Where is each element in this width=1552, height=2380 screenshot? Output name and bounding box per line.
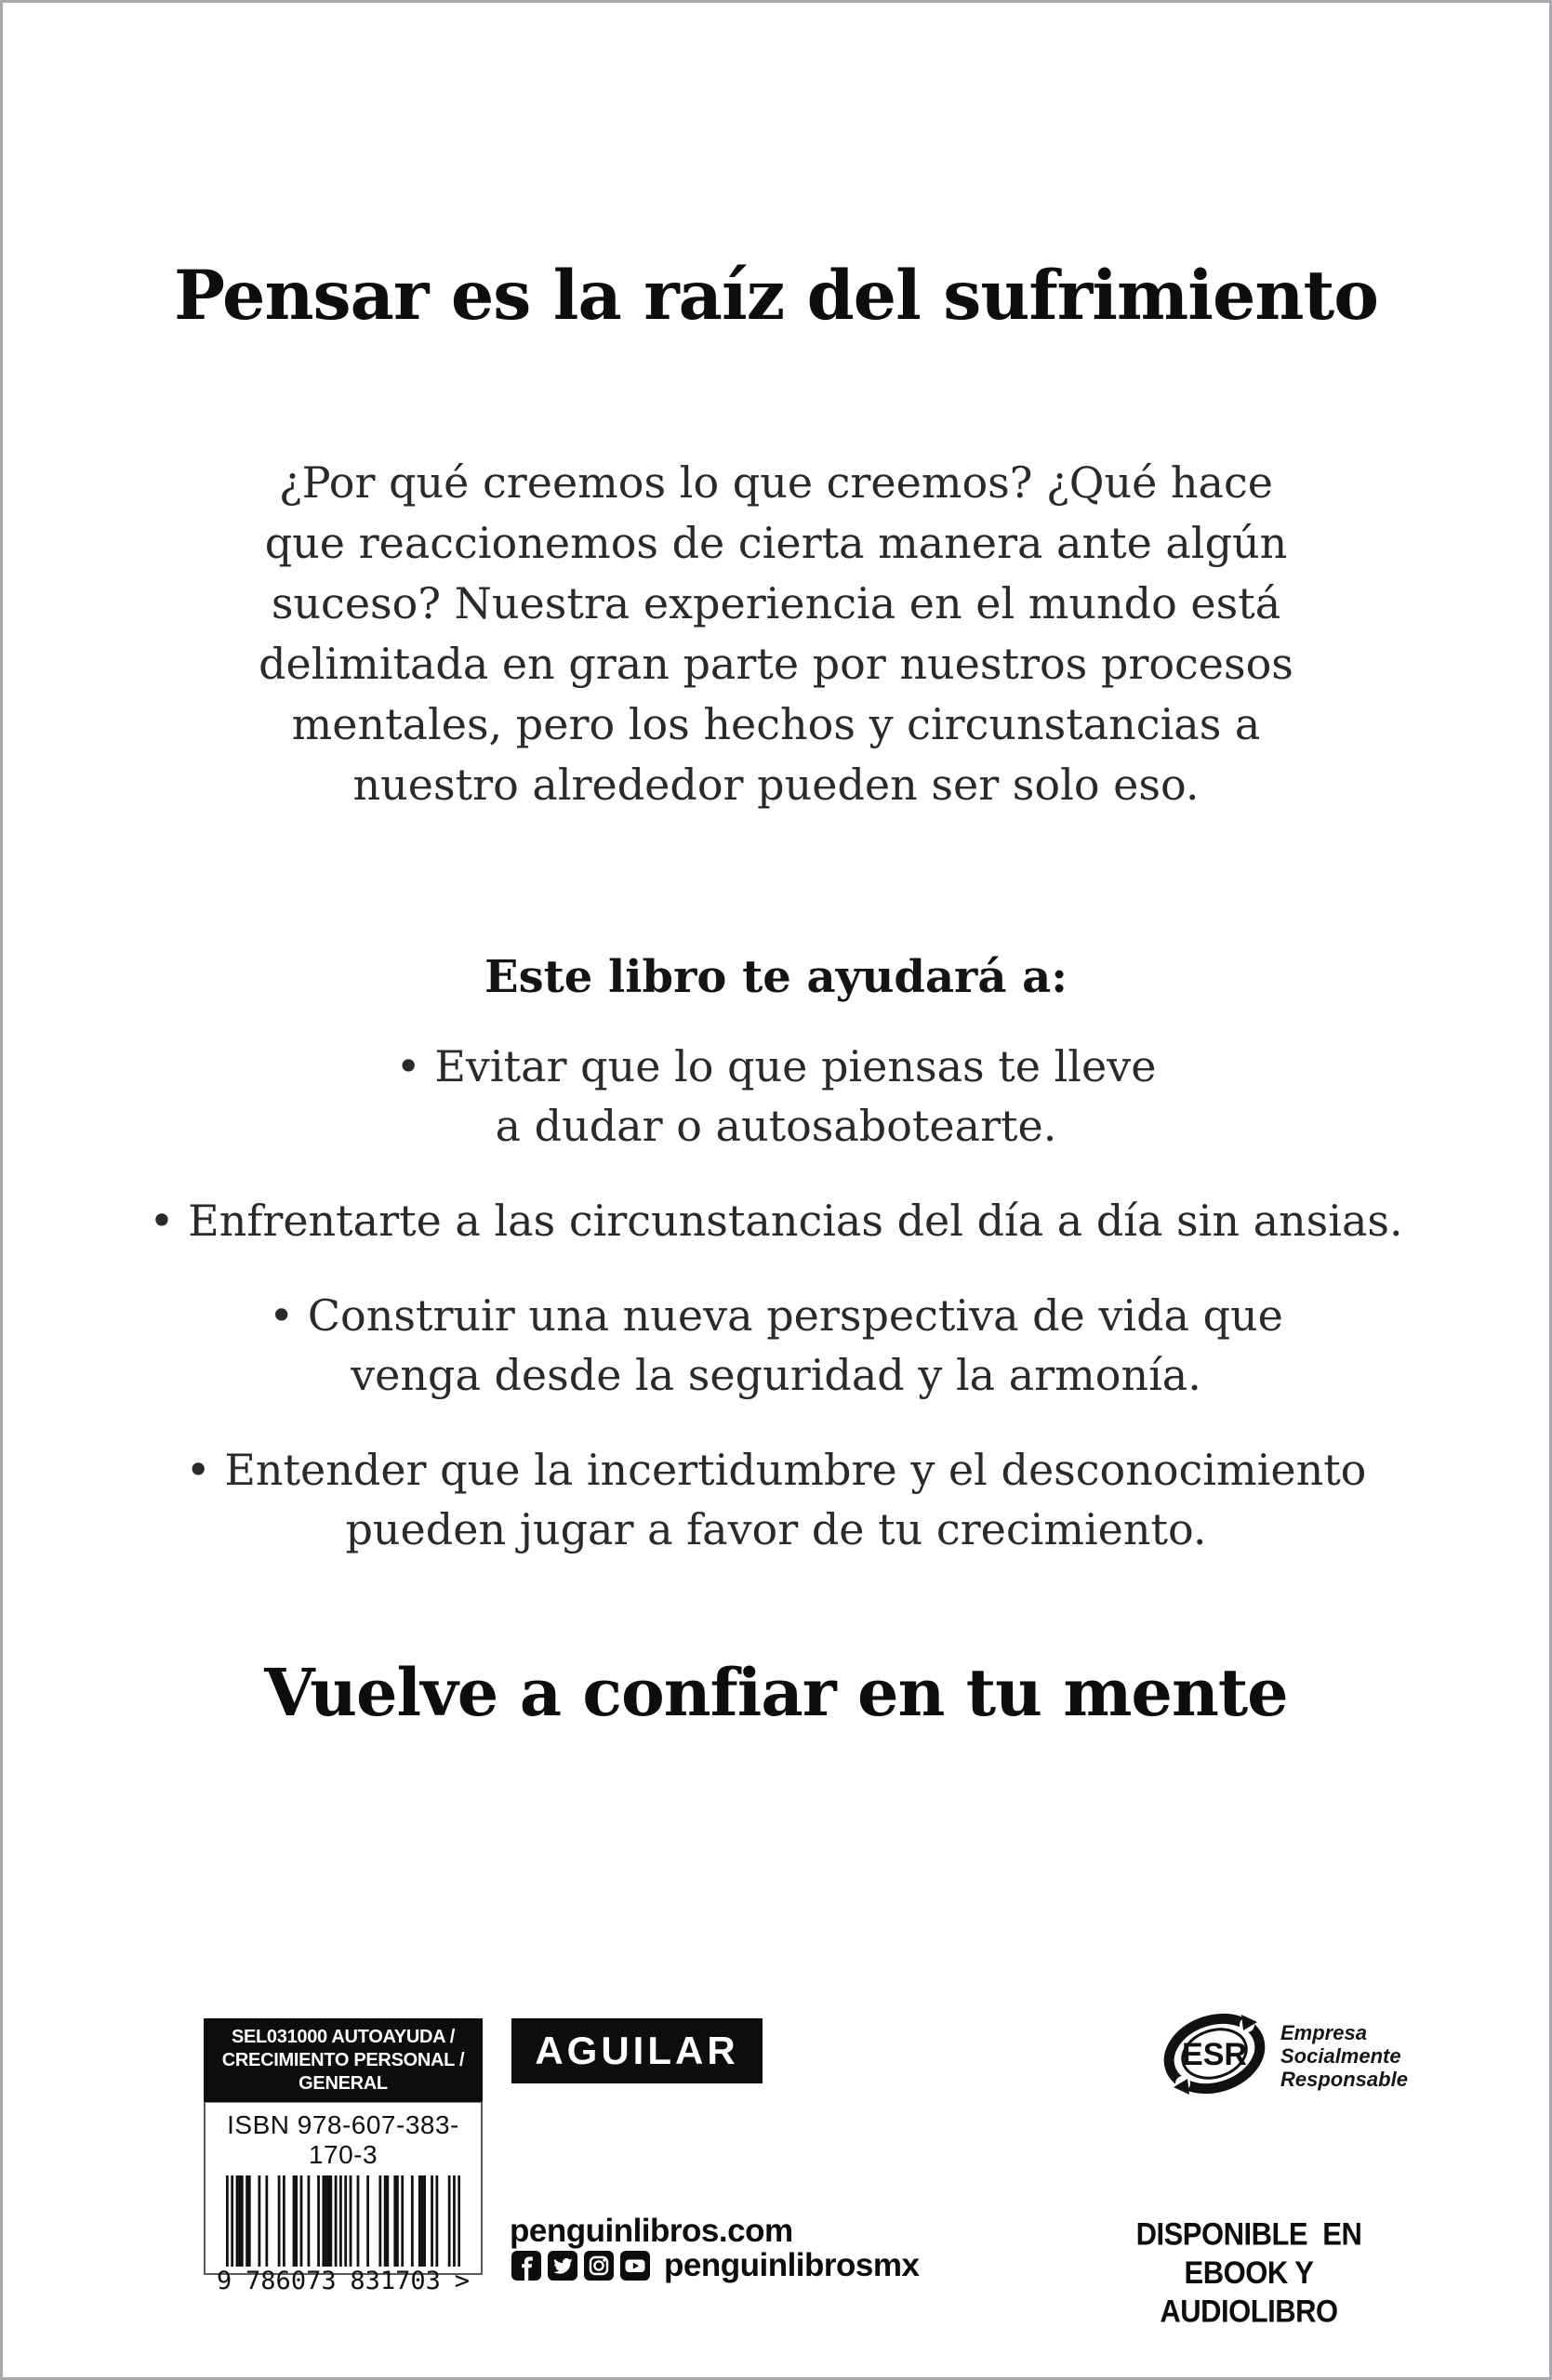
esr-acronym: ESR bbox=[1182, 2037, 1247, 2072]
facebook-icon bbox=[511, 2251, 541, 2281]
intro-line: delimitada en gran parte por nuestros procesos bbox=[259, 639, 1293, 689]
barcode-digit-lead: 9 bbox=[217, 2267, 232, 2295]
social-handle: penguinlibrosmx bbox=[664, 2247, 920, 2283]
isbn-block bbox=[204, 2018, 483, 2295]
intro-line: mentales, pero los hechos y circunstancias a bbox=[291, 699, 1261, 749]
list-item-line: • Entender que la incertidumbre y el desconocimiento bbox=[185, 1445, 1367, 1495]
isbn-label: ISBN 978-607-383-170-3 bbox=[227, 2110, 459, 2169]
intro-line: que reaccionemos de cierta manera ante algún bbox=[264, 518, 1288, 568]
list-item bbox=[3, 1440, 1549, 1559]
social-row bbox=[511, 2247, 919, 2284]
book-title: Vuelve a confiar en tu mente bbox=[264, 1654, 1288, 1731]
list-item-line: venga desde la seguridad y la armonía. bbox=[351, 1350, 1201, 1400]
esr-caption-line: Responsable bbox=[1280, 2067, 1408, 2091]
twitter-icon bbox=[548, 2251, 577, 2281]
esr-badge bbox=[1163, 2009, 1408, 2102]
esr-logo-icon bbox=[1163, 2009, 1273, 2102]
imprint-logo-aguilar: AGUILAR bbox=[511, 2018, 763, 2083]
intro-paragraph bbox=[3, 453, 1549, 815]
category-box bbox=[204, 2018, 483, 2102]
youtube-icon bbox=[620, 2251, 650, 2281]
barcode-digit-group: 831703 bbox=[350, 2267, 441, 2295]
category-line: CRECIMIENTO PERSONAL / GENERAL bbox=[221, 2049, 465, 2094]
list-item-line: • Construir una nueva perspectiva de vida que bbox=[269, 1290, 1283, 1341]
availability-note bbox=[1100, 2215, 1398, 2330]
esr-caption-line: Empresa bbox=[1280, 2020, 1367, 2044]
intro-line: suceso? Nuestra experiencia en el mundo está bbox=[271, 578, 1281, 628]
barcode-box bbox=[204, 2102, 483, 2295]
list-item-line: • Evitar que lo que piensas te lleve bbox=[395, 1041, 1157, 1091]
list-item-line: a dudar o autosabotearte. bbox=[495, 1101, 1057, 1151]
ean13-barcode bbox=[226, 2175, 460, 2267]
barcode-digit-group: 786073 bbox=[245, 2267, 337, 2295]
list-item-line: pueden jugar a favor de tu crecimiento. bbox=[345, 1504, 1207, 1554]
esr-caption-line: Socialmente bbox=[1280, 2043, 1401, 2068]
benefits-list bbox=[3, 1037, 1549, 1559]
list-item bbox=[3, 1191, 1549, 1250]
barcode-digits bbox=[217, 2268, 470, 2294]
website-url: penguinlibros.com bbox=[510, 2213, 793, 2249]
instagram-icon bbox=[584, 2251, 614, 2281]
list-item-line: • Enfrentarte a las circunstancias del día a día sin ansias. bbox=[149, 1196, 1403, 1246]
esr-caption bbox=[1280, 2021, 1408, 2091]
intro-line: nuestro alrededor pueden ser solo eso. bbox=[352, 760, 1200, 810]
section-heading: Este libro te ayudará a: bbox=[484, 951, 1068, 1003]
availability-line: EBOOK Y AUDIOLIBRO bbox=[1160, 2254, 1338, 2330]
intro-line: ¿Por qué creemos lo que creemos? ¿Qué hace bbox=[279, 457, 1273, 508]
availability-line: DISPONIBLE EN bbox=[1135, 2215, 1362, 2253]
category-line: SEL031000 AUTOAYUDA / bbox=[231, 2026, 456, 2047]
barcode-trailer: > bbox=[454, 2267, 470, 2295]
list-item bbox=[3, 1037, 1549, 1156]
list-item bbox=[3, 1286, 1549, 1405]
page-title: Pensar es la raíz del sufrimiento bbox=[174, 256, 1378, 336]
